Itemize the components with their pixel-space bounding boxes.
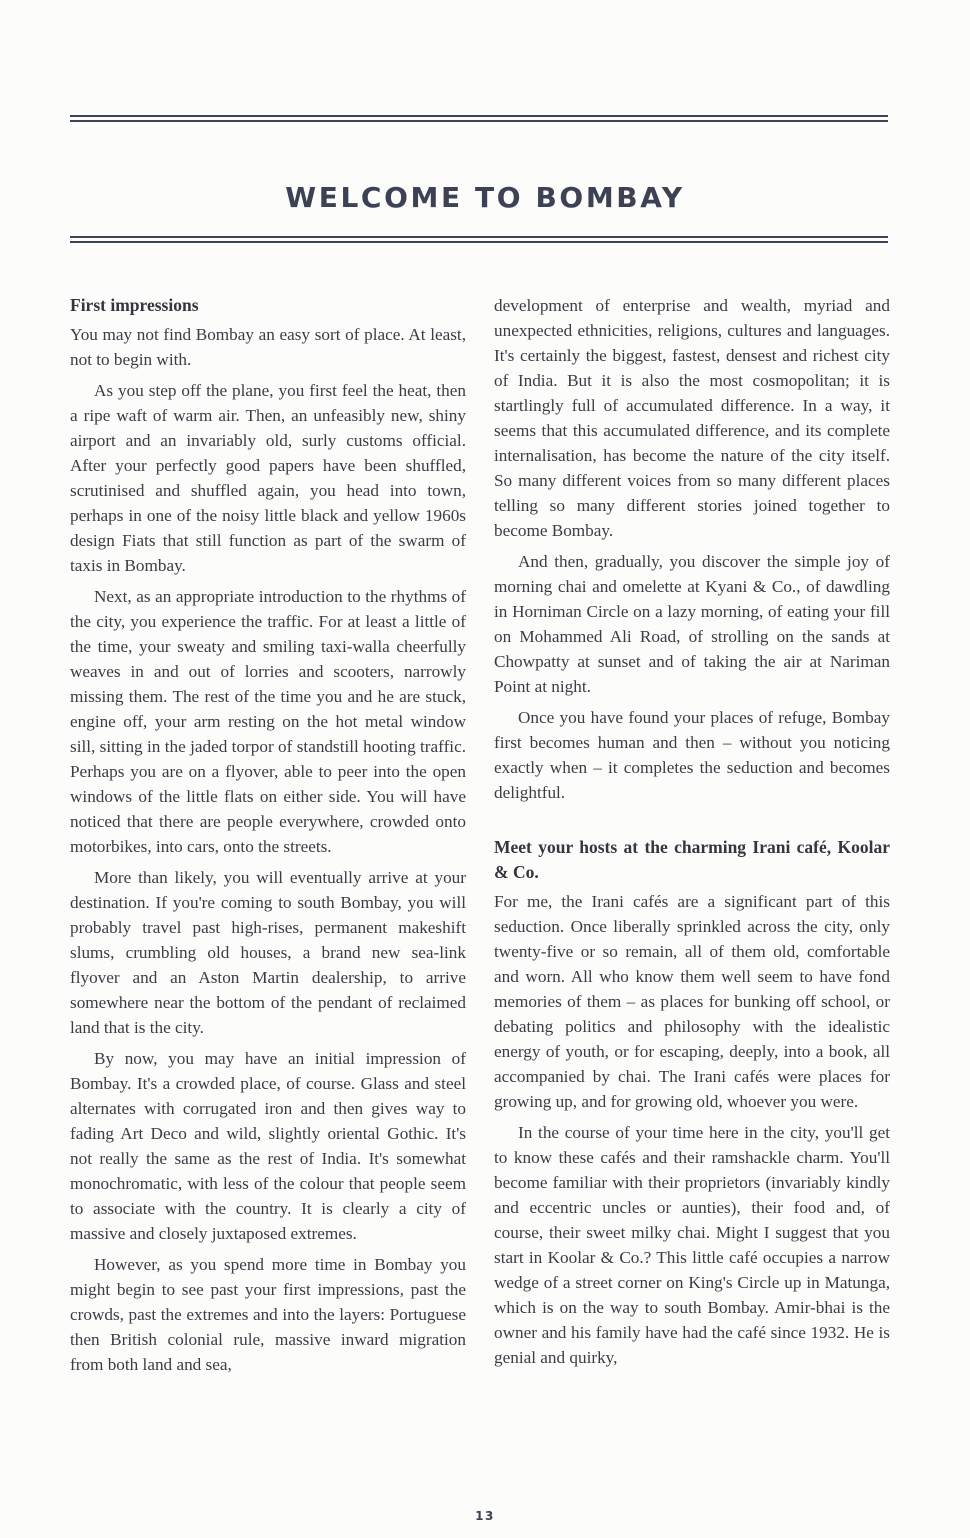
top-double-rule xyxy=(70,115,888,125)
right-column xyxy=(494,293,890,1376)
section-heading-meet-your-hosts: Meet your hosts at the charming Irani café, Koolar & Co. xyxy=(494,837,890,882)
paragraph: However, as you spend more time in Bombay you might begin to see past your first impressions, past the crowds, past the extremes and into the layers: Portuguese then British colonial rule, massive inward migration from both land and sea, xyxy=(70,1255,466,1374)
paragraph: For me, the Irani cafés are a significant part of this seduction. Once liberally sprinkled across the city, only twenty-five or so remain, all of them old, comfortable and worn. All who know them well seem to have fond memories of them – as places for bunking off school, or debating politics and philosophy with the idealistic energy of youth, or for escaping, deeply, into a book, all accompanied by chai. The Irani cafés were places for growing up, and for growing old, whoever you were. xyxy=(494,892,890,1111)
paragraph: By now, you may have an initial impression of Bombay. It's a crowded place, of course. Glass and steel alternates with corrugated iron and then gives way to fading Art Deco and wild, slightly oriental Gothic. It's not really the same as the rest of India. It's somewhat monochromatic, with less of the colour that people seem to associate with the country. It is clearly a city of massive and closely juxtaposed extremes. xyxy=(70,1049,466,1243)
paragraph: More than likely, you will eventually arrive at your destination. If you're coming to south Bombay, you will probably travel past high-rises, permanent makeshift slums, crumbling old houses, a brand new sea-link flyover and an Aston Martin dealership, to arrive somewhere near the bottom of the pendant of reclaimed land that is the city. xyxy=(70,868,466,1037)
chapter-title: WELCOME TO BOMBAY xyxy=(285,180,685,214)
paragraph: As you step off the plane, you first feel the heat, then a ripe waft of warm air. Then, an unfeasibly new, shiny airport and an invariably old, surly customs official. After your perfectly good papers have been shuffled, scrutinised and shuffled again, you head into town, perhaps in one of the noisy little black and yellow 1960s design Fiats that still function as part of the swarm of taxis in Bombay. xyxy=(70,381,466,575)
left-column xyxy=(70,293,466,1383)
paragraph: You may not find Bombay an easy sort of place. At least, not to begin with. xyxy=(70,325,466,369)
paragraph: And then, gradually, you discover the simple joy of morning chai and omelette at Kyani & Co., of dawdling in Horniman Circle on a lazy morning, of eating your fill on Mohammed Ali Road, of strolling on the sands at Chowpatty at sunset and of taking the air at Nariman Point at night. xyxy=(494,552,890,696)
paragraph: In the course of your time here in the city, you'll get to know these cafés and their ramshackle charm. You'll become familiar with their proprietors (invariably kindly and eccentric uncles or aunties), their food and, of course, their sweet milky chai. Might I suggest that you start in Koolar & Co.? This little café occupies a narrow wedge of a street corner on King's Circle up in Matunga, which is on the way to south Bombay. Amir-bhai is the owner and his family have had the café since 1932. He is genial and quirky, xyxy=(494,1123,890,1367)
paragraph: development of enterprise and wealth, myriad and unexpected ethnicities, religions, cultures and languages. It's certainly the biggest, fastest, densest and richest city of India. But it is also the most cosmopolitan; it is startlingly full of accumulated difference. In a way, it seems that this accumulated difference, and its complete internalisation, has become the nature of the city itself. So many different voices from so many different places telling so many different stories joined together to become Bombay. xyxy=(494,296,890,540)
paragraph: Next, as an appropriate introduction to the rhythms of the city, you experience the traffic. For at least a little of the time, your sweaty and smiling taxi-walla cheerfully weaves in and out of lorries and scooters, narrowly missing them. The rest of the time you and he are stuck, engine off, your arm resting on the hot metal window sill, sitting in the jaded torpor of standstill hooting traffic. Perhaps you are on a flyover, able to peer into the open windows of the little flats on either side. You will have noticed that there are people everywhere, crowded onto motorbikes, into cars, onto the streets. xyxy=(70,587,466,856)
paragraph: Once you have found your places of refuge, Bombay first becomes human and then – without you noticing exactly when – it completes the seduction and becomes delightful. xyxy=(494,708,890,802)
bottom-double-rule xyxy=(70,236,888,246)
section-heading-first-impressions: First impressions xyxy=(70,295,199,315)
page-number: 13 xyxy=(475,1509,495,1523)
